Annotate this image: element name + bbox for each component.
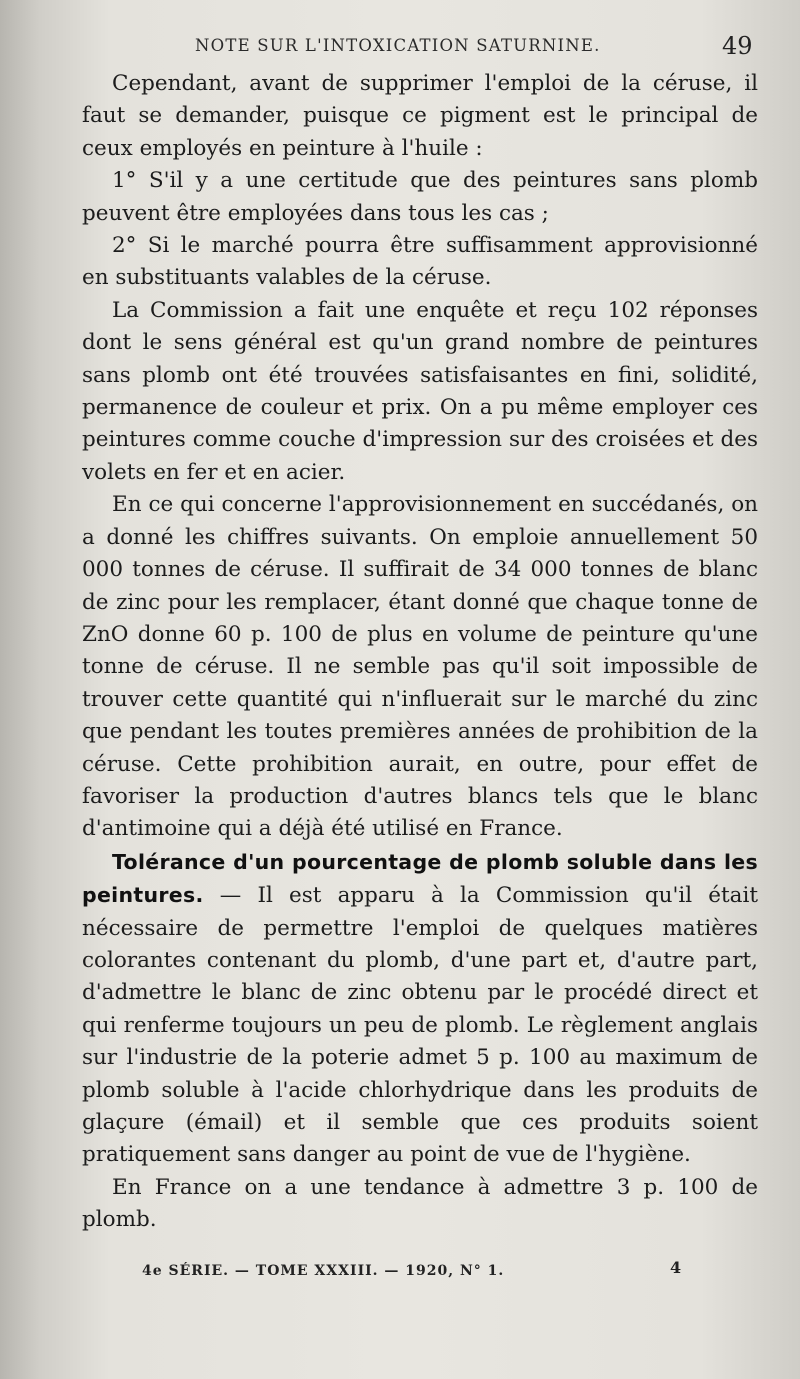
section-heading: Tolérance d'un pourcentage de plomb soluble dans les peintures.: [82, 849, 758, 908]
paragraph-commission-survey: La Commission a fait une enquête et reçu 102 réponses dont le sens général est qu'un grand nombre de peintures sans plomb ont été trouvées satisfaisantes en fini, solidité, permanence de couleur et prix. On a pu même employer ces peintures comme couche d'impression sur des croisées et des volets en fer et en acier.: [82, 297, 758, 485]
paragraph-supply-figures: En ce qui concerne l'approvisionnement en succédanés, on a donné les chiffres suivants. On emploie annuellement 50 000 tonnes de céruse. Il suffirait de 34 000 tonnes de blanc de zinc pour les remplacer, étant donné que chaque tonne de ZnO donne 60 p. 100 de plus en volume de peinture qu'une tonne de céruse. Il ne semble pas qu'il soit impossible de trouver cette quantité qui n'influerait sur le marché du zinc que pendant les toutes premières années de prohibition de la céruse. Cette prohibition aurait, en outre, pour effet de favoriser la production d'autres blancs tels que le blanc d'antimoine qui a déjà été utilisé en France.: [82, 492, 758, 842]
paragraph-france: En France on a une tendance à admettre 3 p. 100 de plomb.: [82, 1174, 758, 1233]
running-title: NOTE SUR L'INTOXICATION SATURNINE.: [195, 36, 601, 55]
paragraph-tolerance-text: — Il est apparu à la Commission qu'il était nécessaire de permettre l'emploi de quelques matières colorantes contenant du plomb, d'une part et, d'autre part, d'admettre le blanc de zinc obtenu par le procédé direct et qui renferme toujours un peu de plomb. Le règlement anglais sur l'industrie de la poterie admet 5 p. 100 au maximum de plomb soluble à l'acide chlorhydrique dans les produits de glaçure (émail) et il semble que ces produits soient pratiquement sans danger au point de vue de l'hygiène.: [82, 883, 758, 1168]
page-number: 49: [722, 32, 753, 60]
paragraph-intro: Cependant, avant de supprimer l'emploi de la céruse, il faut se demander, puisque ce pigment est le principal de ceux employés en peinture à l'huile :: [82, 71, 758, 161]
page-footer: [0, 1258, 800, 1288]
signature-mark: 4: [670, 1258, 682, 1277]
series-line: 4e SÉRIE. — TOME XXXIII. — 1920, N° 1.: [142, 1263, 505, 1279]
paragraph-tolerance: [82, 846, 758, 1172]
body-text: [82, 68, 758, 1237]
page-header: [0, 32, 800, 64]
paragraph-point-2: 2° Si le marché pourra être suffisamment approvisionné en substituants valables de la céruse.: [82, 233, 758, 291]
paragraph-point-1: 1° S'il y a une certitude que des peintures sans plomb peuvent être employées dans tous les cas ;: [82, 168, 758, 226]
